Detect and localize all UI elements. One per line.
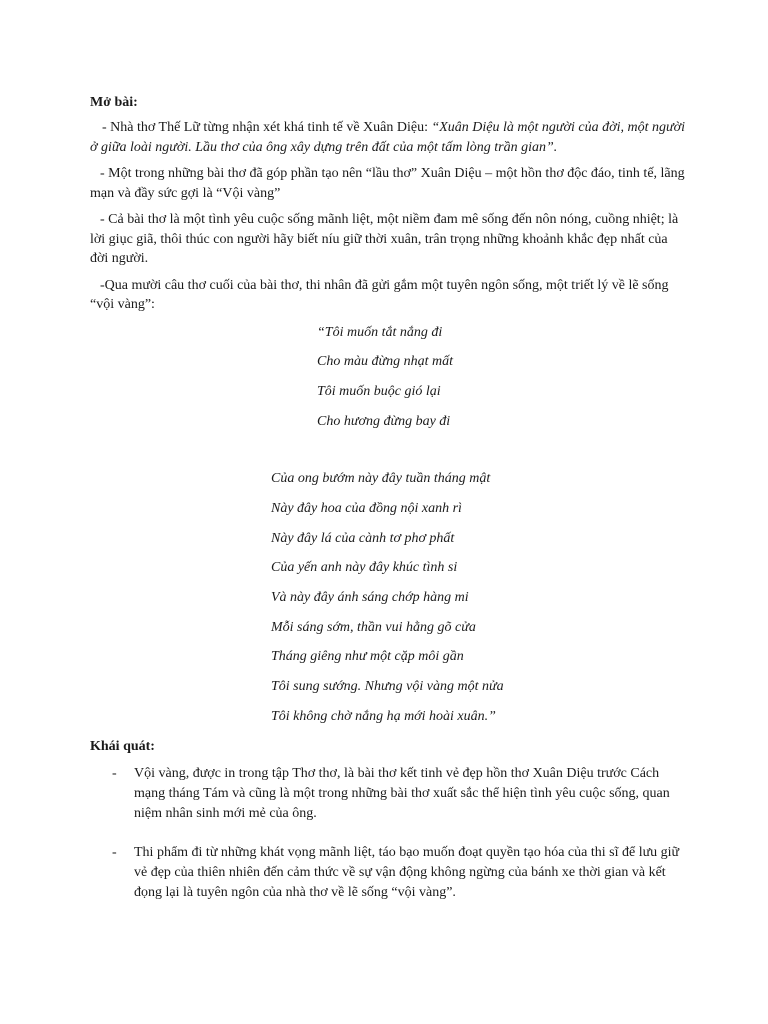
poem-line: Tôi sung sướng. Nhưng vội vàng một nửa	[271, 679, 504, 695]
section-heading-overview: Khái quát:	[90, 739, 155, 755]
list-item	[90, 843, 686, 903]
poem-line: Này đây lá của cành tơ phơ phất	[271, 530, 455, 546]
document-page	[90, 94, 686, 922]
intro-paragraph-3: - Cả bài thơ là một tình yêu cuộc sống mãnh liệt, một niềm đam mê sống đến nôn nóng, cuồng nhiệt; là lời giục giã, thôi thúc con người hãy biết níu giữ thời xuân, trân trọng những khoảnh khắc đẹp nhất của đời người.	[90, 212, 679, 266]
poem-line: Và này đây ánh sáng chớp hàng mi	[271, 590, 469, 605]
poem-stanza-2	[90, 469, 686, 736]
poem-stanza-1	[90, 323, 686, 442]
bullet-marker: -	[112, 845, 117, 861]
poem-line: Cho màu đừng nhạt mất	[317, 354, 453, 370]
poem-line: Của yến anh này đây khúc tình si	[271, 560, 458, 576]
poem-line: Cho hương đừng bay đi	[317, 413, 451, 429]
bullet-marker: -	[112, 766, 117, 782]
section-heading-intro: Mở bài:	[90, 95, 138, 110]
list-item-text: Vội vàng, được in trong tập Thơ thơ, là bài thơ kết tinh vẻ đẹp hồn thơ Xuân Diệu trước Cách mạng tháng Tám và cũng là một trong những bài thơ xuất sắc thể hiện tình yêu cuộc sống, quan niệm nhân sinh mới mẻ của ông.	[134, 766, 670, 822]
poem-line: Tôi không chờ nắng hạ mới hoài xuân.”	[271, 708, 496, 724]
poem-line: Tháng giêng như một cặp môi gần	[271, 649, 464, 665]
intro-paragraph-1-lead: - Nhà thơ Thế Lữ từng nhận xét khá tinh tế về Xuân Diệu:	[102, 120, 432, 135]
overview-list	[90, 764, 686, 903]
intro-quote: “Xuân Diệu là một người của đời, một người ở giữa loài người. Lầu thơ của ông xây dựng trên đất của một tấm lòng trần gian”.	[90, 120, 685, 155]
poem-line: Mỗi sáng sớm, thần vui hằng gõ cửa	[271, 619, 476, 635]
intro-paragraph-1	[90, 118, 686, 157]
intro-paragraph-4: -Qua mười câu thơ cuối của bài thơ, thi nhân đã gửi gắm một tuyên ngôn sống, một triết lý về lẽ sống “vội vàng”:	[90, 277, 669, 312]
list-item	[90, 764, 686, 824]
intro-paragraph-2: - Một trong những bài thơ đã góp phần tạo nên “lầu thơ” Xuân Diệu – một hồn thơ độc đáo, tinh tế, lãng mạn và đầy sức gợi là “Vội vàng”	[90, 166, 685, 201]
poem-line: Của ong bướm này đây tuần tháng mật	[271, 471, 491, 487]
poem-line: “Tôi muốn tắt nắng đi	[317, 324, 443, 340]
poem-line: Tôi muốn buộc gió lại	[317, 383, 441, 399]
list-item-text: Thi phẩm đi từ những khát vọng mãnh liệt, táo bạo muốn đoạt quyền tạo hóa của thi sĩ để lưu giữ vẻ đẹp của thiên nhiên đến cảm thức về sự vận động không ngừng của bánh xe thời gian và kết đọng lại là tuyên ngôn của nhà thơ về lẽ sống “vội vàng”.	[134, 845, 680, 901]
poem-line: Này đây hoa của đồng nội xanh rì	[271, 500, 462, 516]
